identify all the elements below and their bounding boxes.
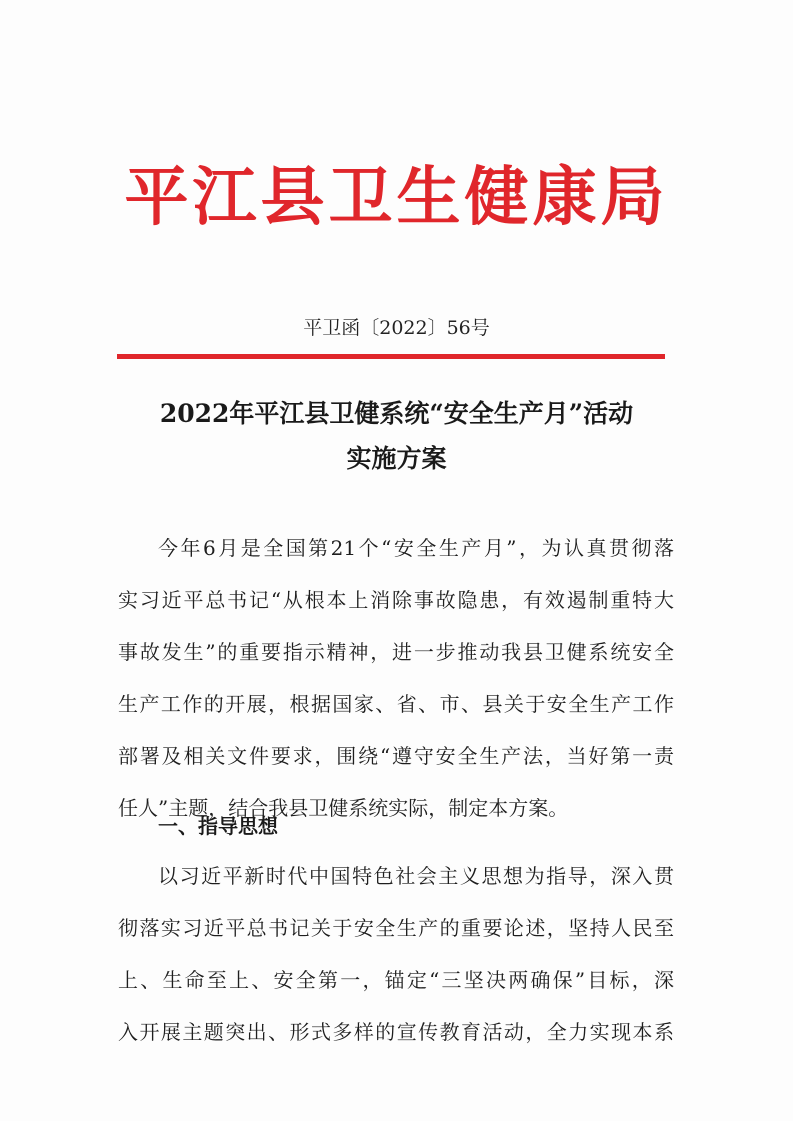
paragraph-1-line-3: 事故发生”的重要指示精神，进一步推动我县卫健系统安全 xyxy=(118,640,674,664)
document-number: 平卫函〔2022〕56号 xyxy=(303,317,490,339)
paragraph-1-line-6: 任人”主题，结合我县卫健系统实际，制定本方案。 xyxy=(118,796,569,820)
paragraph-2-line-1: 以习近平新时代中国特色社会主义思想为指导，深入贯 xyxy=(158,864,674,888)
paragraph-1-line-1: 今年6月是全国第21个“安全生产月”，为认真贯彻落 xyxy=(158,536,674,560)
section-heading-guiding-ideology: 一、指导思想 xyxy=(158,814,278,838)
paragraph-1-line-4: 生产工作的开展，根据国家、省、市、县关于安全生产工作 xyxy=(118,692,674,716)
document-title-line-2: 实施方案 xyxy=(346,444,447,473)
agency-letterhead: 平江县卫生健康局 xyxy=(124,160,669,235)
red-divider-line xyxy=(117,354,665,359)
paragraph-1-line-5: 部署及相关文件要求，围绕“遵守安全生产法，当好第一责 xyxy=(118,744,674,768)
paragraph-2-line-3: 上、生命至上、安全第一，锚定“三坚决两确保”目标，深 xyxy=(118,968,674,992)
paragraph-2-line-4: 入开展主题突出、形式多样的宣传教育活动，全力实现本系 xyxy=(118,1020,674,1044)
paragraph-1-line-2: 实习近平总书记“从根本上消除事故隐患，有效遏制重特大 xyxy=(118,588,674,612)
paragraph-2-line-2: 彻落实习近平总书记关于安全生产的重要论述，坚持人民至 xyxy=(118,916,674,940)
document-title-line-1: 2022年平江县卫健系统“安全生产月”活动 xyxy=(159,399,634,428)
